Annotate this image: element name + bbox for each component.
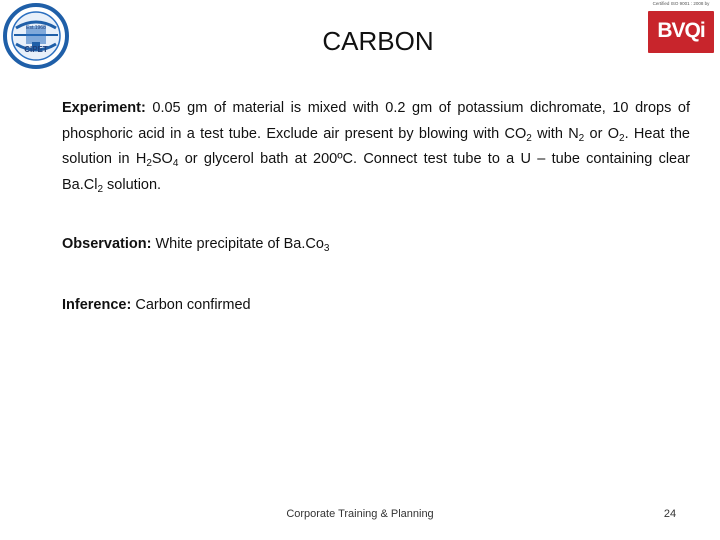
experiment-sub-5: 4	[172, 158, 179, 170]
experiment-text-4: . Heat the solution in H	[62, 125, 690, 168]
footer-text: Corporate Training & Planning	[286, 508, 434, 520]
bvqi-logo	[648, 11, 714, 53]
experiment-text-1: 0.05 gm of material is mixed with 0.2 gm of potassium dichromate, 10 drops of phosphoric acid in a test tube. Exclude air present by blowing with CO	[62, 100, 690, 142]
inference-label: Inference:	[62, 297, 132, 313]
observation-label: Observation:	[62, 236, 152, 252]
observation-paragraph	[62, 232, 690, 258]
experiment-sub-2: 2	[578, 132, 585, 144]
experiment-text-7: solution.	[103, 177, 162, 194]
experiment-sub-3: 2	[619, 132, 625, 144]
logo-line-cipet: CIPET	[24, 45, 48, 54]
experiment-sub-1: 2	[526, 132, 532, 144]
experiment-text-5: SO	[151, 151, 173, 168]
experiment-text-3: or O	[584, 125, 620, 142]
observation-text: White precipitate of Ba.Co	[151, 236, 324, 252]
bvqi-logo-text: BVQi	[657, 19, 705, 42]
experiment-text-6: or glycerol bath at 200ºC. Connect test tube to a U – tube containing clear Ba.Cl	[62, 151, 690, 194]
experiment-label: Experiment:	[62, 100, 146, 116]
logo-line-est: Est.1968	[26, 25, 46, 31]
page-number: 24	[663, 508, 677, 520]
inference-paragraph	[62, 293, 690, 319]
page-title: CARBON	[322, 26, 434, 56]
experiment-sub-4: 2	[146, 158, 152, 170]
observation-sub: 3	[323, 243, 330, 254]
certification-badge	[645, 1, 717, 53]
experiment-text-2: with N	[531, 125, 579, 142]
inference-text: Carbon confirmed	[131, 297, 251, 313]
cert-caption: Certified ISO 9001 : 2008 by	[652, 1, 710, 6]
experiment-sub-6: 2	[97, 184, 104, 196]
experiment-paragraph	[62, 96, 690, 199]
